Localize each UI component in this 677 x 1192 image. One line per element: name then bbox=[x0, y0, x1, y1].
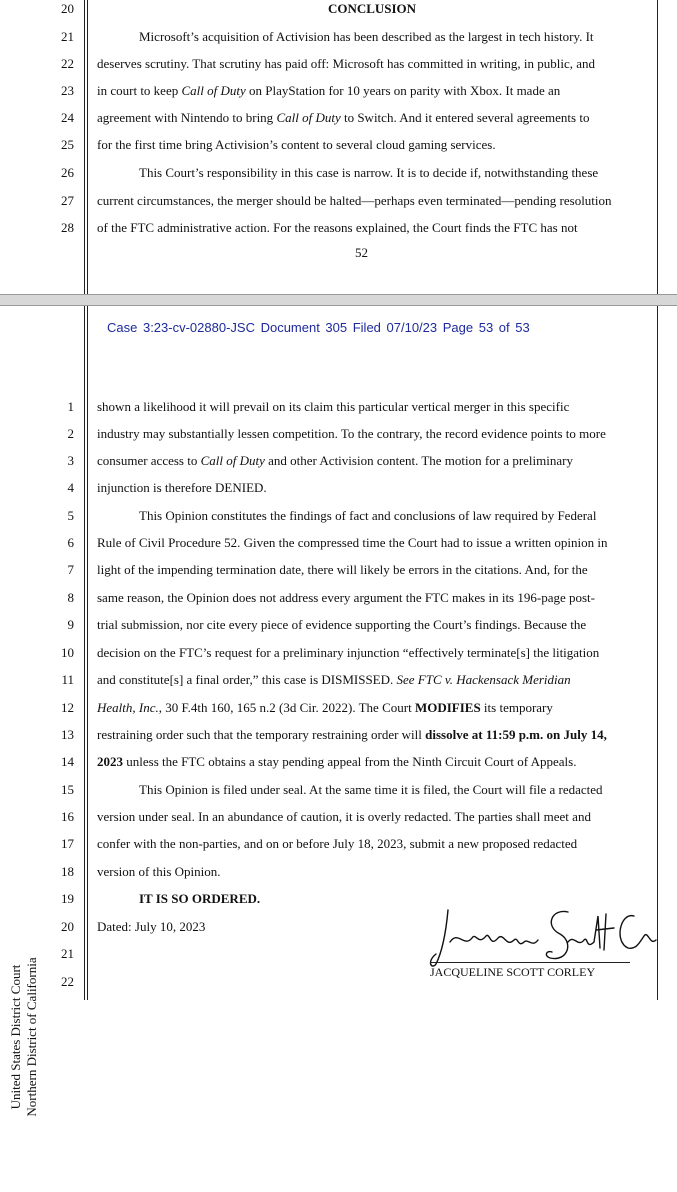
margin-rule bbox=[84, 0, 85, 294]
line-number: 9 bbox=[67, 617, 74, 632]
body-line: light of the impending termination date, there will likely be errors in the citations. And, for the bbox=[97, 562, 588, 577]
line-number: 6 bbox=[67, 535, 74, 550]
previous-page bbox=[0, 0, 677, 294]
dated-line: Dated: July 10, 2023 bbox=[97, 919, 206, 934]
body-line: confer with the non-parties, and on or before July 18, 2023, submit a new proposed redacted bbox=[97, 836, 578, 851]
body-line: Microsoft’s acquisition of Activision has been described as the largest in tech history. It bbox=[139, 29, 594, 44]
body-line: Rule of Civil Procedure 52. Given the compressed time the Court had to issue a written opinion in bbox=[97, 535, 608, 550]
line-number: 18 bbox=[61, 864, 74, 879]
body-line: Health, Inc., 30 F.4th 160, 165 n.2 (3d Cir. 2022). The Court MODIFIES its temporary bbox=[97, 700, 553, 715]
line-number: 25 bbox=[61, 137, 74, 152]
line-number: 7 bbox=[67, 562, 74, 577]
line-number: 1 bbox=[67, 399, 74, 414]
body-line: deserves scrutiny. That scrutiny has paid off: Microsoft has committed in writing, in public, and bbox=[97, 56, 595, 71]
line-number: 3 bbox=[67, 453, 74, 468]
body-line: This Opinion is filed under seal. At the same time it is filed, the Court will file a redacted bbox=[139, 782, 603, 797]
line-number: 4 bbox=[67, 480, 74, 495]
margin-rule bbox=[84, 306, 85, 1000]
line-number: 2 bbox=[67, 426, 74, 441]
body-line: 2023 unless the FTC obtains a stay pending appeal from the Ninth Circuit Court of Appeals. bbox=[97, 754, 577, 769]
line-number: 5 bbox=[67, 508, 74, 523]
line-number: 12 bbox=[61, 700, 74, 715]
page-separator bbox=[0, 294, 677, 306]
line-number: 15 bbox=[61, 782, 74, 797]
body-line: decision on the FTC’s request for a preliminary injunction “effectively terminate[s] the litigation bbox=[97, 645, 600, 660]
line-number: 28 bbox=[61, 220, 74, 235]
body-line: same reason, the Opinion does not address every argument the FTC makes in its 196-page post- bbox=[97, 590, 595, 605]
body-line: current circumstances, the merger should be halted—perhaps even terminated—pending resolution bbox=[97, 193, 612, 208]
body-line: and constitute[s] a final order,” this case is DISMISSED. See FTC v. Hackensack Meridian bbox=[97, 672, 571, 687]
body-line: version of this Opinion. bbox=[97, 864, 221, 879]
line-number: 19 bbox=[61, 891, 74, 906]
line-number: 20 bbox=[61, 1, 74, 16]
signature-line bbox=[430, 962, 630, 963]
line-number: 26 bbox=[61, 165, 74, 180]
body-line: This Opinion constitutes the findings of fact and conclusions of law required by Federal bbox=[139, 508, 597, 523]
line-number: 22 bbox=[61, 974, 74, 989]
body-line: trial submission, nor cite every piece of evidence supporting the Court’s findings. Because the bbox=[97, 617, 587, 632]
line-number: 10 bbox=[61, 645, 74, 660]
case-header: Case 3:23-cv-02880-JSC Document 305 Filed 07/10/23 Page 53 of 53 bbox=[107, 320, 530, 335]
line-number: 27 bbox=[61, 193, 74, 208]
body-line: industry may substantially lessen competition. To the contrary, the record evidence points to more bbox=[97, 426, 606, 441]
district-name: Northern District of California bbox=[24, 957, 39, 1117]
body-line: injunction is therefore DENIED. bbox=[97, 480, 267, 495]
line-number: 11 bbox=[61, 672, 74, 687]
line-number: 13 bbox=[61, 727, 74, 742]
body-line: for the first time bring Activision’s content to several cloud gaming services. bbox=[97, 137, 496, 152]
judge-name: JACQUELINE SCOTT CORLEY bbox=[430, 965, 596, 979]
current-page bbox=[0, 306, 677, 1117]
body-line: This Court’s responsibility in this case is narrow. It is to decide if, notwithstanding these bbox=[139, 165, 599, 180]
court-sidebar bbox=[4, 882, 44, 1192]
line-number: 23 bbox=[61, 83, 74, 98]
line-number: 17 bbox=[61, 836, 74, 851]
line-number: 24 bbox=[61, 110, 74, 125]
body-line: restraining order such that the temporary restraining order will dissolve at 11:59 p.m. on July 14, bbox=[97, 727, 607, 742]
margin-rule bbox=[87, 0, 88, 294]
line-number: 8 bbox=[67, 590, 74, 605]
line-number: 22 bbox=[61, 56, 74, 71]
body-line: consumer access to Call of Duty and other Activision content. The motion for a preliminary bbox=[97, 453, 573, 468]
line-number: 21 bbox=[61, 946, 74, 961]
line-number: 21 bbox=[61, 29, 74, 44]
body-line: in court to keep Call of Duty on PlayStation for 10 years on parity with Xbox. It made an bbox=[97, 83, 561, 98]
court-name: United States District Court bbox=[8, 964, 23, 1110]
body-line: agreement with Nintendo to bring Call of Duty to Switch. And it entered several agreements to bbox=[97, 110, 590, 125]
page-number: 52 bbox=[355, 245, 368, 260]
body-line: of the FTC administrative action. For the reasons explained, the Court finds the FTC has not bbox=[97, 220, 578, 235]
body-line: shown a likelihood it will prevail on its claim this particular vertical merger in this specific bbox=[97, 399, 570, 414]
order-line: IT IS SO ORDERED. bbox=[139, 891, 261, 906]
margin-rule bbox=[87, 306, 88, 1000]
body-line: version under seal. In an abundance of caution, it is overly redacted. The parties shall meet and bbox=[97, 809, 591, 824]
line-number: 20 bbox=[61, 919, 74, 934]
section-heading: CONCLUSION bbox=[327, 1, 417, 16]
line-number: 16 bbox=[61, 809, 74, 824]
line-number: 14 bbox=[61, 754, 74, 769]
